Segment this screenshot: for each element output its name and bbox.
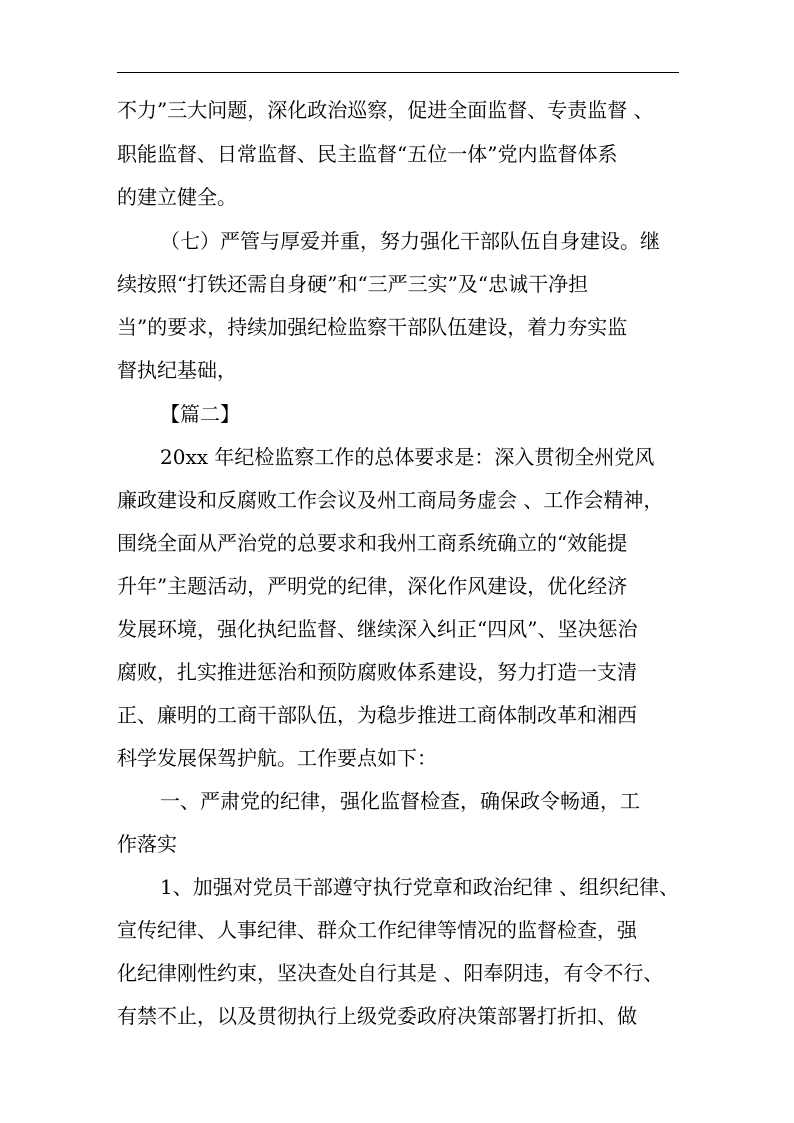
text-line: 围绕全面从严治党的总要求和我州工商系统确立的“效能提	[117, 531, 628, 555]
text-line: 宣传纪律、人事纪律、群众工作纪律等情况的监督检查，强	[117, 918, 637, 942]
text-line: 作落实	[117, 832, 177, 856]
text-line: 一、严肃党的纪律，强化监督检查，确保政令畅通，工	[160, 789, 640, 813]
text-line: 科学发展保驾护航。工作要点如下：	[117, 746, 437, 770]
text-line: 廉政建设和反腐败工作会议及州工商局务虚会 、工作会精神，	[117, 488, 664, 512]
text-line: 腐败，扎实推进惩治和预防腐败体系建设，努力打造一支清	[117, 660, 637, 684]
text-line: 的建立健全。	[117, 185, 237, 209]
header-rule	[117, 72, 679, 73]
text-line: 化纪律刚性约束，坚决查处自行其是 、阳奉阴违，有令不行、	[117, 961, 664, 985]
text-line: （七）严管与厚爱并重，努力强化干部队伍自身建设。继	[160, 229, 660, 253]
text-line: 督执纪基础，	[117, 358, 237, 382]
text-line: 续按照“打铁还需自身硬”和“三严三实”及“忠诚干净担	[117, 272, 589, 296]
text-line: 职能监督、日常监督、民主监督“五位一体”党内监督体系	[117, 142, 618, 166]
text-line: 有禁不止，以及贯彻执行上级党委政府决策部署打折扣、做	[117, 1004, 637, 1028]
text-line: 20xx 年纪检监察工作的总体要求是：深入贯彻全州党风	[160, 445, 655, 469]
text-line: 当”的要求，持续加强纪检监察干部队伍建设，着力夯实监	[117, 315, 628, 339]
text-line: 1、加强对党员干部遵守执行党章和政治纪律 、组织纪律、	[160, 875, 680, 899]
section-heading: 【篇二】	[160, 402, 240, 426]
text-line: 发展环境，强化执纪监督、继续深入纠正“四风”、坚决惩治	[117, 617, 638, 641]
text-line: 不力”三大问题，深化政治巡察，促进全面监督、专责监督 、	[117, 98, 654, 122]
text-line: 升年”主题活动，严明党的纪律，深化作风建设，优化经济	[117, 574, 628, 598]
text-line: 正、廉明的工商干部队伍，为稳步推进工商体制改革和湘西	[117, 703, 637, 727]
